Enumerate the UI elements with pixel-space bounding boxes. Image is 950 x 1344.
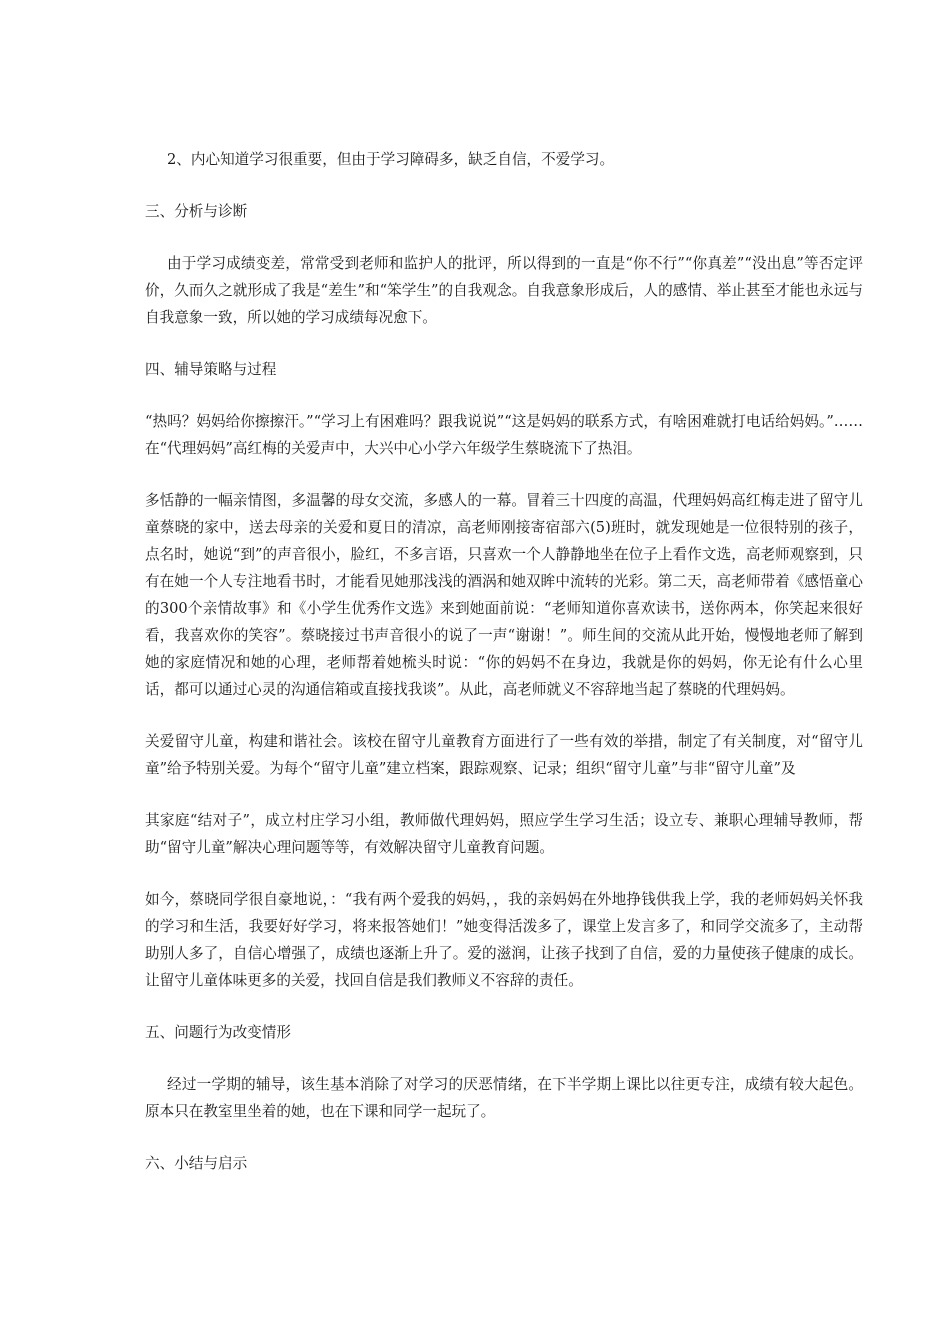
paragraph-care-measures: 关爱留守儿童，构建和谐社会。该校在留守儿童教育方面进行了一些有效的举措，制定了有关制度，对“留守儿童”给予特别关爱。为每个“留守儿童”建立档案，跟踪观察、记录；组织“留守儿童”与非“留守儿童”及	[145, 733, 863, 777]
section-heading-summary: 六、小结与启示	[145, 1155, 248, 1172]
section-heading-analysis: 三、分析与诊断	[145, 203, 248, 220]
paragraph-point-2: 2、内心知道学习很重要，但由于学习障碍多，缺乏自信，不爱学习。	[167, 151, 615, 168]
document-page	[145, 146, 863, 1177]
paragraph-change: 经过一学期的辅导，该生基本消除了对学习的厌恶情绪，在下半学期上课比以往更专注，成绩有较大起色。原本只在教室里坐着的她，也在下课和同学一起玩了。	[145, 1076, 863, 1120]
paragraph-story: 多恬静的一幅亲情图，多温馨的母女交流，多感人的一幕。冒着三十四度的高温，代理妈妈高红梅走进了留守儿童蔡晓的家中，送去母亲的关爱和夏日的清凉，高老师刚接寄宿部六(5)班时，就发现她是一位很特别的孩子，点名时，她说“到”的声音很小，脸红，不多言语，只喜欢一个人静静地坐在位子上看作文选，高老师观察到，只有在她一个人专注地看书时，才能看见她那浅浅的酒涡和她双眸中流转的光彩。第二天，高老师带着《感悟童心的300个亲情故事》和《小学生优秀作文选》来到她面前说：“老师知道你喜欢读书，送你两本，你笑起来很好看，我喜欢你的笑容”。蔡晓接过书声音很小的说了一声“谢谢！”。师生间的交流从此开始，慢慢地老师了解到她的家庭情况和她的心理，老师帮着她梳头时说：“你的妈妈不在身边，我就是你的妈妈，你无论有什么心里话，都可以通过心灵的沟通信箱或直接找我谈”。从此，高老师就义不容辞地当起了蔡晓的代理妈妈。	[145, 492, 863, 698]
paragraph-outcome: 如今，蔡晓同学很自豪地说，：“我有两个爱我的妈妈，，我的亲妈妈在外地挣钱供我上学，我的老师妈妈关怀我的学习和生活，我要好好学习，将来报答她们！”她变得活泼多了，课堂上发言多了，和同学交流多了，主动帮助别人多了，自信心增强了，成绩也逐渐上升了。爱的滋润，让孩子找到了自信，爱的力量使孩子健康的成长。让留守儿童体味更多的关爱，找回自信是我们教师义不容辞的责任。	[145, 891, 863, 989]
paragraph-analysis: 由于学习成绩变差，常常受到老师和监护人的批评，所以得到的一直是“你不行”“你真差”“没出息”等否定评价，久而久之就形成了我是“差生”和“笨学生”的自我观念。自我意象形成后，人的感情、举止甚至才能也永远与自我意象一致，所以她的学习成绩每况愈下。	[145, 255, 863, 326]
paragraph-dialogue: “热吗？妈妈给你擦擦汗。”“学习上有困难吗？跟我说说”“这是妈妈的联系方式，有啥困难就打电话给妈妈。”……在“代理妈妈”高红梅的关爱声中，大兴中心小学六年级学生蔡晓流下了热泪。	[145, 413, 863, 457]
section-heading-strategy: 四、辅导策略与过程	[145, 361, 277, 378]
section-heading-change: 五、问题行为改变情形	[145, 1024, 291, 1041]
paragraph-pairing: 其家庭“结对子”，成立村庄学习小组，教师做代理妈妈，照应学生学习生活；设立专、兼职心理辅导教师，帮助“留守儿童”解决心理问题等等，有效解决留守儿童教育问题。	[145, 812, 863, 856]
